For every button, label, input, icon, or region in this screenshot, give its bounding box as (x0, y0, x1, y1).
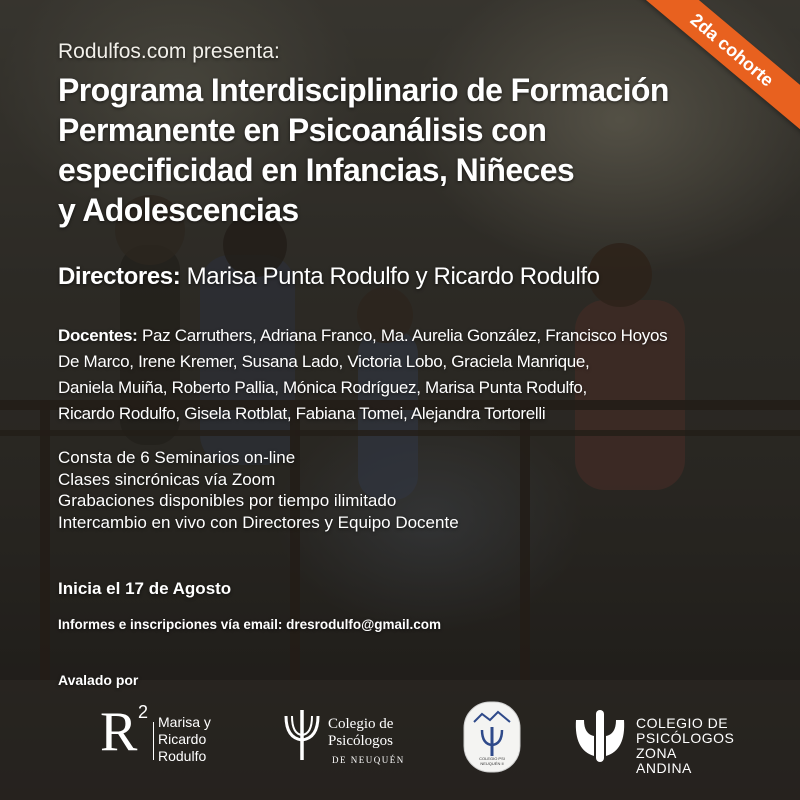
feature-item: Intercambio en vivo con Directores y Equipo Docente (58, 512, 459, 532)
r2-line: Rodulfo (158, 748, 207, 764)
directores-label: Directores: (58, 263, 181, 290)
docentes-line: Daniela Muiña, Roberto Pallia, Mónica Rodríguez, Marisa Punta Rodulfo, (58, 378, 587, 397)
neuquen-logo (282, 700, 432, 770)
feature-item: Clases sincrónicas vía Zoom (58, 469, 276, 489)
feature-item: Grabaciones disponibles por tiempo ilimitado (58, 491, 397, 510)
title-line: especificidad en Infancias, Niñeces (58, 152, 575, 188)
neuquen-line: Colegio de (328, 716, 394, 732)
neuquen-line: Psicólogos (328, 733, 394, 749)
neuquen-sub: DE NEUQUÉN (332, 755, 405, 765)
docentes-line: Paz Carruthers, Adriana Franco, Ma. Aurelia González, Francisco Hoyos (141, 326, 668, 345)
r2-sup: 2 (138, 702, 149, 722)
feature-item: Consta de 6 Seminarios on-line (58, 448, 296, 467)
badge-logo (462, 700, 522, 775)
r2-line: Ricardo (158, 731, 207, 747)
andina-line: ZONA ANDINA (636, 745, 692, 776)
andina-logo (570, 700, 735, 776)
contact-info: Informes e inscripciones vía email: dresrodulfo@gmail.com (58, 617, 442, 632)
title-line: Programa Interdisciplinario de Formación (58, 72, 669, 108)
start-date: Inicia el 17 de Agosto (58, 579, 232, 598)
title-line: y Adolescencias (58, 192, 299, 228)
andina-line: PSICÓLOGOS (636, 730, 735, 746)
title-line: Permanente en Psicoanálisis con (58, 112, 547, 148)
badge-text (462, 756, 522, 766)
neuquen-text (328, 716, 393, 750)
docentes-label: Docentes: (58, 326, 138, 345)
features-list (58, 447, 459, 533)
r2-divider (153, 722, 154, 760)
andina-icon (570, 706, 630, 766)
docentes-line: Ricardo Rodulfo, Gisela Rotblat, Fabiana Tomei, Alejandra Tortorelli (58, 404, 546, 423)
badge-line: COLEGIO PSI (479, 756, 505, 761)
directores (58, 263, 600, 291)
badge-line: NEUQUÉN II (480, 761, 504, 766)
endorsed-by-label: Avalado por (58, 672, 139, 688)
andina-text (636, 716, 734, 776)
psi-icon (282, 708, 322, 763)
cohort-ribbon: 2da cohorte (629, 0, 800, 140)
presenta-text: Rodulfos.com presenta: (58, 40, 280, 63)
r2-logo (100, 700, 240, 770)
r2-letter: R (100, 701, 138, 763)
docentes (58, 323, 698, 427)
r2-line: Marisa y (158, 714, 211, 730)
directores-names: Marisa Punta Rodulfo y Ricardo Rodulfo (186, 263, 600, 290)
r2-text (158, 714, 211, 765)
andina-line: COLEGIO DE (636, 715, 729, 731)
docentes-line: De Marco, Irene Kremer, Susana Lado, Victoria Lobo, Graciela Manrique, (58, 352, 590, 371)
page-title (58, 70, 698, 230)
